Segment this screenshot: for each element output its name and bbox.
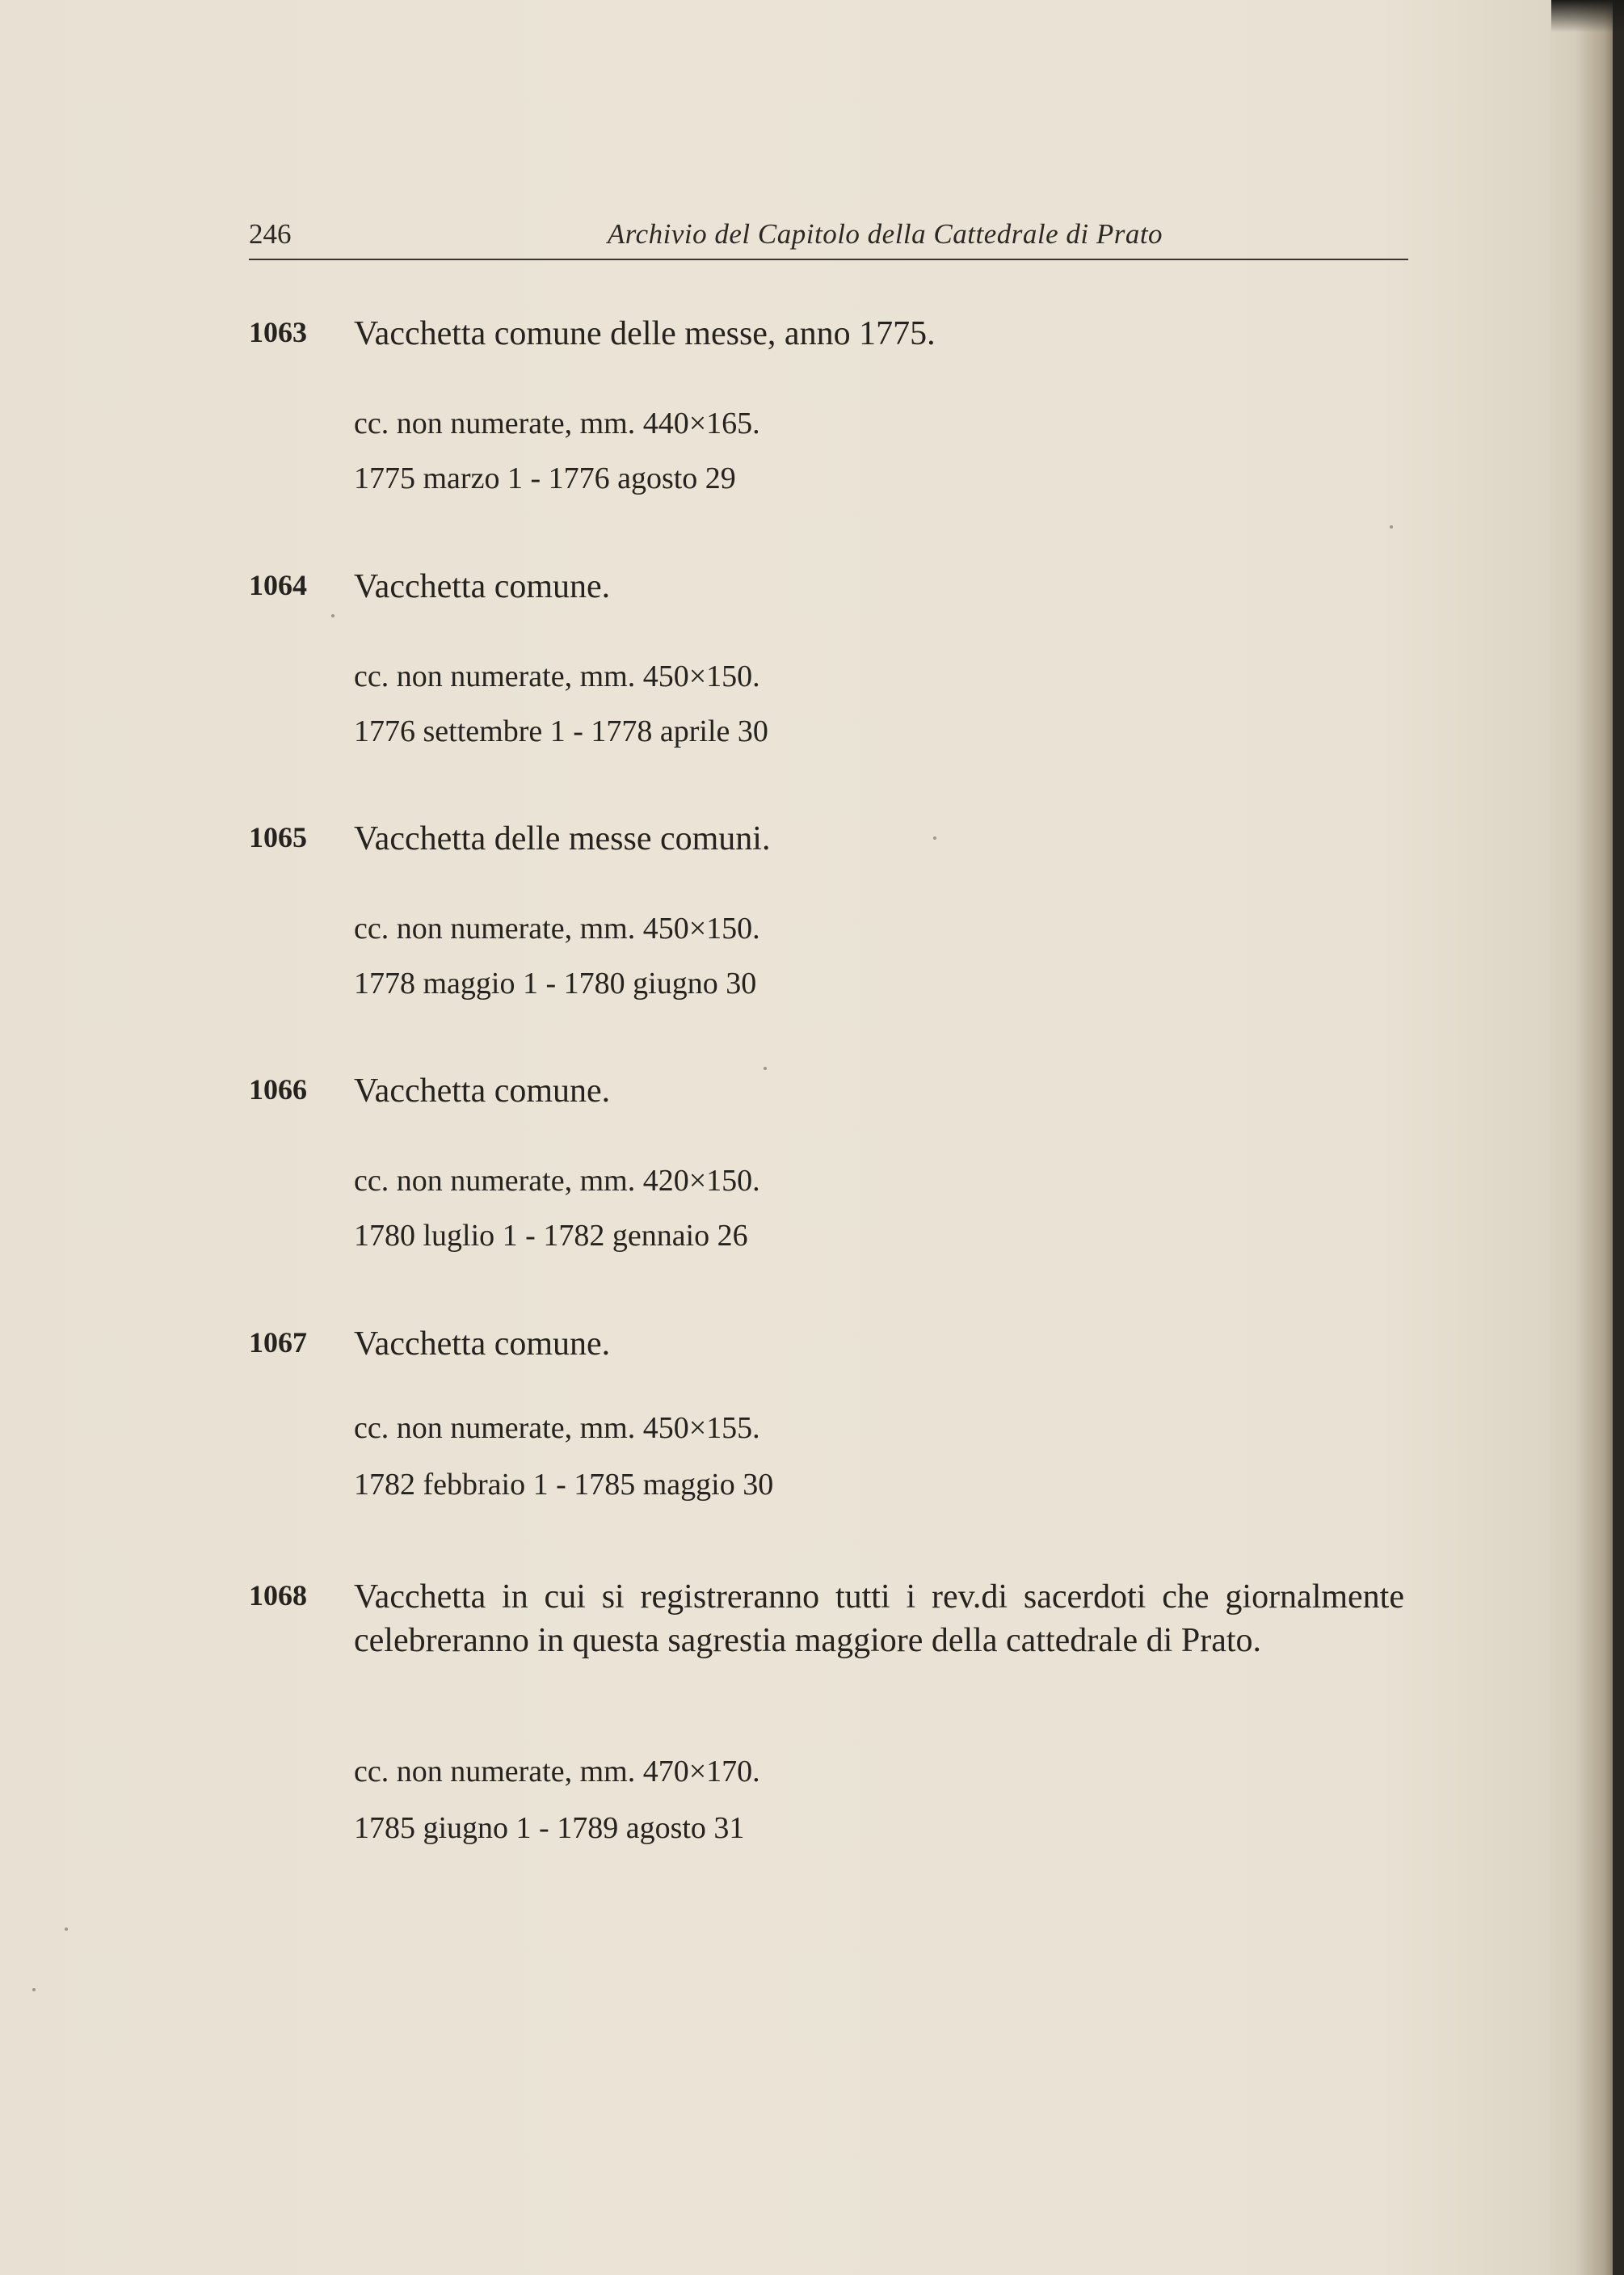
entry-title: Vacchetta comune.	[354, 568, 611, 605]
paper-speck	[65, 1927, 68, 1931]
entry-description: cc. non numerate, mm. 440×165.	[354, 407, 760, 440]
paper-speck	[331, 614, 334, 617]
entry-number: 1064	[249, 569, 307, 601]
entry-dates: 1776 settembre 1 - 1778 aprile 30	[354, 714, 768, 748]
page-edge	[1613, 0, 1624, 2275]
paper-speck	[1390, 525, 1393, 529]
page-header	[249, 218, 1408, 260]
entry-dates: 1785 giugno 1 - 1789 agosto 31	[354, 1811, 745, 1845]
entry-title: Vacchetta comune.	[354, 1072, 611, 1110]
entry-number: 1067	[249, 1326, 307, 1359]
entry-number: 1066	[249, 1073, 307, 1106]
paper-speck	[32, 1988, 36, 1991]
entry-number: 1065	[249, 821, 307, 853]
page-corner-shadow	[1551, 0, 1624, 32]
entry-dates: 1782 febbraio 1 - 1785 maggio 30	[354, 1468, 774, 1502]
running-title: Archivio del Capitolo della Cattedrale di Prato	[607, 218, 1163, 250]
entry-description: cc. non numerate, mm. 420×150.	[354, 1164, 760, 1198]
entry-number: 1068	[249, 1579, 307, 1611]
entry-dates: 1778 maggio 1 - 1780 giugno 30	[354, 967, 757, 1001]
entry-description: cc. non numerate, mm. 450×150.	[354, 659, 760, 693]
entry-title: Vacchetta delle messe comuni.	[354, 820, 771, 857]
entry-description: cc. non numerate, mm. 450×150.	[354, 912, 760, 946]
entry-dates: 1775 marzo 1 - 1776 agosto 29	[354, 461, 736, 495]
entry-title: Vacchetta comune.	[354, 1325, 611, 1363]
entry-title: Vacchetta comune delle messe, anno 1775.	[354, 315, 936, 352]
entry-dates: 1780 luglio 1 - 1782 gennaio 26	[354, 1219, 748, 1253]
entry-description: cc. non numerate, mm. 470×170.	[354, 1755, 760, 1788]
entry-description: cc. non numerate, mm. 450×155.	[354, 1411, 760, 1445]
entry-title: Vacchetta in cui si registreranno tutti i rev.di sacerdoti che giornalmente celebreranno in questa sagrestia maggiore della cattedrale di Prato.	[354, 1578, 1404, 1659]
entry-number: 1063	[249, 316, 307, 348]
page-number: 246	[249, 218, 292, 250]
